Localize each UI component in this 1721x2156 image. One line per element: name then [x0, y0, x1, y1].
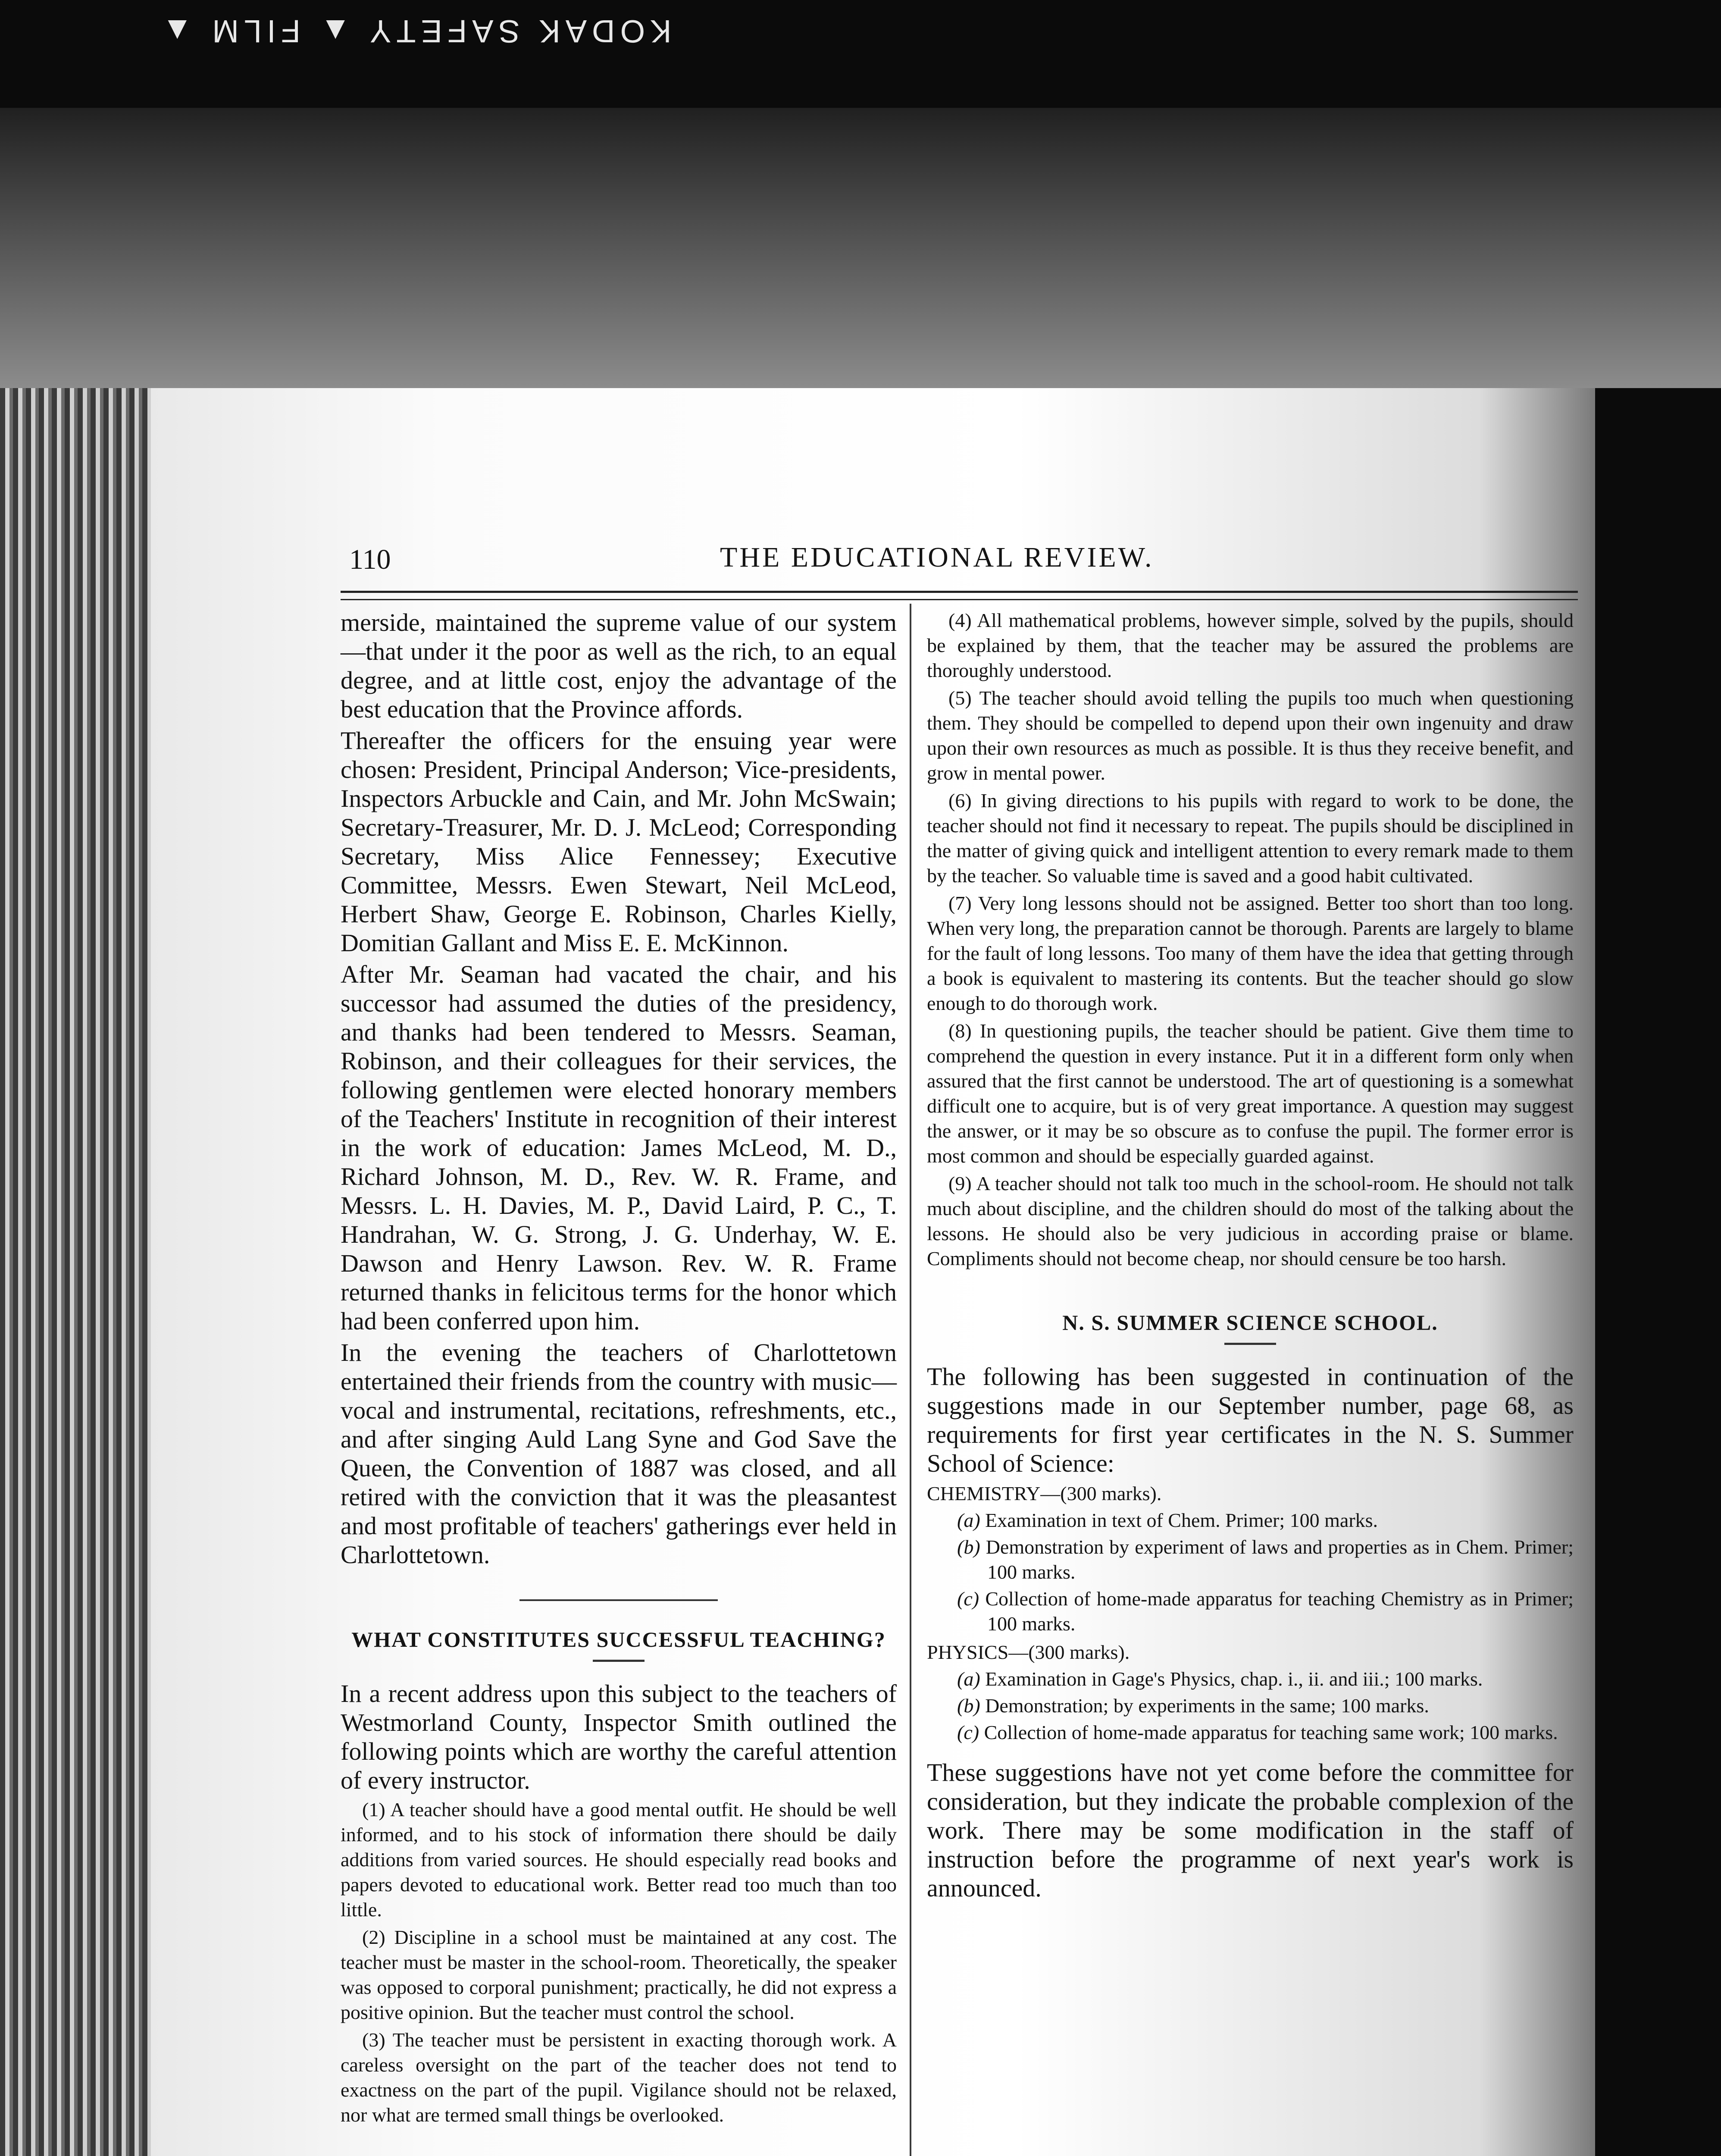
item-marker: (b) — [957, 1536, 980, 1558]
chemistry-heading: CHEMISTRY—(300 marks). — [927, 1482, 1162, 1504]
left-column — [341, 608, 897, 2130]
teaching-point: (9) A teacher should not talk too much in the school-room. He should not talk much about discipline, and the children should do most of the talking about the lessons. He should also be very judicious in according praise or blame. Compliments should not become cheap, nor should censure be too harsh. — [927, 1172, 1574, 1269]
physics-heading: PHYSICS—(300 marks). — [927, 1641, 1130, 1663]
film-edge-text: KODAK SAFETY ▲ FILM ▲ — [156, 13, 672, 49]
physics-item — [927, 1720, 1574, 1745]
teaching-point: (4) All mathematical problems, however simple, solved by the pupils, should be explained by them, that the teacher may be assured the problems are thoroughly understood. — [927, 609, 1574, 681]
right-column — [927, 608, 1574, 1905]
chemistry-item — [927, 1586, 1574, 1636]
teaching-point: (6) In giving directions to his pupils with regard to work to be done, the teacher should not find it necessary to repeat. The pupils should be disciplined in the matter of giving quick and intelligent attention to every remark made to them by the teacher. So valuable time is saved and a good habit cultivated. — [927, 790, 1574, 887]
section-intro: In a recent address upon this subject to the teachers of Westmorland County, Inspector Smith outlined the following points which are worthy the careful attention of every instructor. — [341, 1680, 897, 1794]
item-text: Collection of home-made apparatus for teaching Chemistry as in Primer; 100 marks. — [985, 1588, 1574, 1635]
item-text: Examination in text of Chem. Primer; 100 marks. — [985, 1509, 1378, 1531]
scan-margin — [0, 108, 1721, 388]
item-marker: (a) — [957, 1509, 980, 1531]
section-title-teaching: WHAT CONSTITUTES SUCCESSFUL TEACHING? — [351, 1627, 886, 1651]
book-page — [151, 388, 1595, 2156]
section-title-science-school: N. S. SUMMER SCIENCE SCHOOL. — [1062, 1310, 1438, 1335]
item-text: Examination in Gage's Physics, chap. i., ii. and iii.; 100 marks. — [985, 1668, 1483, 1690]
article-paragraph: merside, maintained the supreme value of our system —that under it the poor as well as the rich, to an equal degree, and at little cost, enjoy the advantage of the best education that the Province affords. — [341, 608, 897, 723]
title-rule — [593, 1660, 645, 1662]
column-divider — [910, 604, 911, 2156]
article-paragraph: After Mr. Seaman had vacated the chair, and his successor had assumed the duties of the presidency, and thanks had been tendered to Messrs. Seaman, Robinson, and their colleagues for their services, the following gentlemen were elected honorary members of the Teachers' Institute in recognition of their interest in the work of education: James McLeod, M. D., Richard Johnson, M. D., Rev. W. R. Frame, and Messrs. L. H. Davies, M. P., David Laird, P. C., T. Handrahan, W. G. Strong, J. G. Underhay, W. E. Dawson and Henry Lawson. Rev. W. R. Frame returned thanks in felicitous terms for the honor which had been conferred upon him. — [341, 960, 897, 1335]
page-number: 110 — [349, 544, 391, 575]
running-head: THE EDUCATIONAL REVIEW. — [720, 542, 1154, 573]
book-spine — [0, 388, 151, 2156]
article-paragraph: In the evening the teachers of Charlottetown entertained their friends from the country with music—vocal and instrumental, recitations, refreshments, etc., and after singing Auld Lang Syne and God Save the Queen, the Convention of 1887 was closed, and all retired with the conviction that it was the pleasantest and most profitable of teachers' gatherings ever held in Charlottetown. — [341, 1338, 897, 1569]
section-intro: The following has been suggested in continuation of the suggestions made in our September number, page 68, as requirements for first year certificates in the N. S. Summer School of Science: — [927, 1363, 1574, 1477]
closing-paragraph: These suggestions have not yet come before the committee for consideration, but they indicate the probable complexion of the work. There may be some modification in the staff of instruction before the programme of next year's work is announced. — [927, 1758, 1574, 1902]
teaching-point: (7) Very long lessons should not be assigned. Better too short than too long. When very long, the preparation cannot be thorough. Parents are largely to blame for the fault of long lessons. Too many of them have the idea that getting through a book is equivalent to mastering its contents. But the teacher should go slow enough to do thorough work. — [927, 892, 1574, 1014]
teaching-point: (1) A teacher should have a good mental outfit. He should be well informed, and to his stock of information there should be daily additions from varied sources. He should especially read books and papers devoted to educational work. Better read too much than too little. — [341, 1799, 897, 1921]
title-rule — [1224, 1343, 1276, 1345]
film-edge — [0, 0, 1721, 108]
chemistry-item — [927, 1508, 1574, 1533]
scan-right-edge — [1595, 388, 1721, 2156]
item-marker: (c) — [957, 1721, 979, 1743]
item-marker: (a) — [957, 1668, 980, 1690]
section-divider — [519, 1599, 718, 1601]
item-marker: (c) — [957, 1588, 979, 1610]
teaching-point: (3) The teacher must be persistent in exacting thorough work. A careless oversight on the part of the teacher does not tend to exactness on the part of the pupil. Vigilance should not be relaxed, nor what are termed small things be overlooked. — [341, 2029, 897, 2126]
physics-item — [927, 1667, 1574, 1692]
item-text: Demonstration by experiment of laws and properties as in Chem. Primer; 100 marks. — [986, 1536, 1574, 1583]
article-paragraph: Thereafter the officers for the ensuing year were chosen: President, Principal Anderson; Vice-presidents, Inspectors Arbuckle and Cain, and Mr. John McSwain; Secretary-Treasurer, Mr. D. J. McLeod; Corresponding Secretary, Miss Alice Fennessey; Executive Committee, Messrs. Ewen Stewart, Neil McLeod, Herbert Shaw, George E. Robinson, Charles Kielly, Domitian Gallant and Miss E. E. McKinnon. — [341, 727, 897, 957]
chemistry-item — [927, 1535, 1574, 1585]
item-text: Collection of home-made apparatus for teaching same work; 100 marks. — [984, 1721, 1558, 1743]
item-text: Demonstration; by experiments in the same; 100 marks. — [985, 1695, 1429, 1717]
item-marker: (b) — [957, 1695, 980, 1717]
physics-item — [927, 1693, 1574, 1718]
teaching-point: (8) In questioning pupils, the teacher should be patient. Give them time to comprehend the question in every instance. Put it in a different form only when assured that the first cannot be understood. The art of questioning is a somewhat difficult one to acquire, but is of very great importance. A question may suggest the answer, or it may be so obscure as to confuse the pupil. The former error is most common and should be especially guarded against. — [927, 1020, 1574, 1167]
header-rule — [341, 591, 1578, 600]
teaching-point: (5) The teacher should avoid telling the pupils too much when questioning them. They should be compelled to depend upon their own ingenuity and draw upon their own resources as much as possible. It is thus they receive benefit, and grow in mental power. — [927, 687, 1574, 784]
teaching-point: (2) Discipline in a school must be maintained at any cost. The teacher must be master in the school-room. Theoretically, the speaker was opposed to corporal punishment; practically, he did not express a positive opinion. But the teacher must control the school. — [341, 1926, 897, 2023]
